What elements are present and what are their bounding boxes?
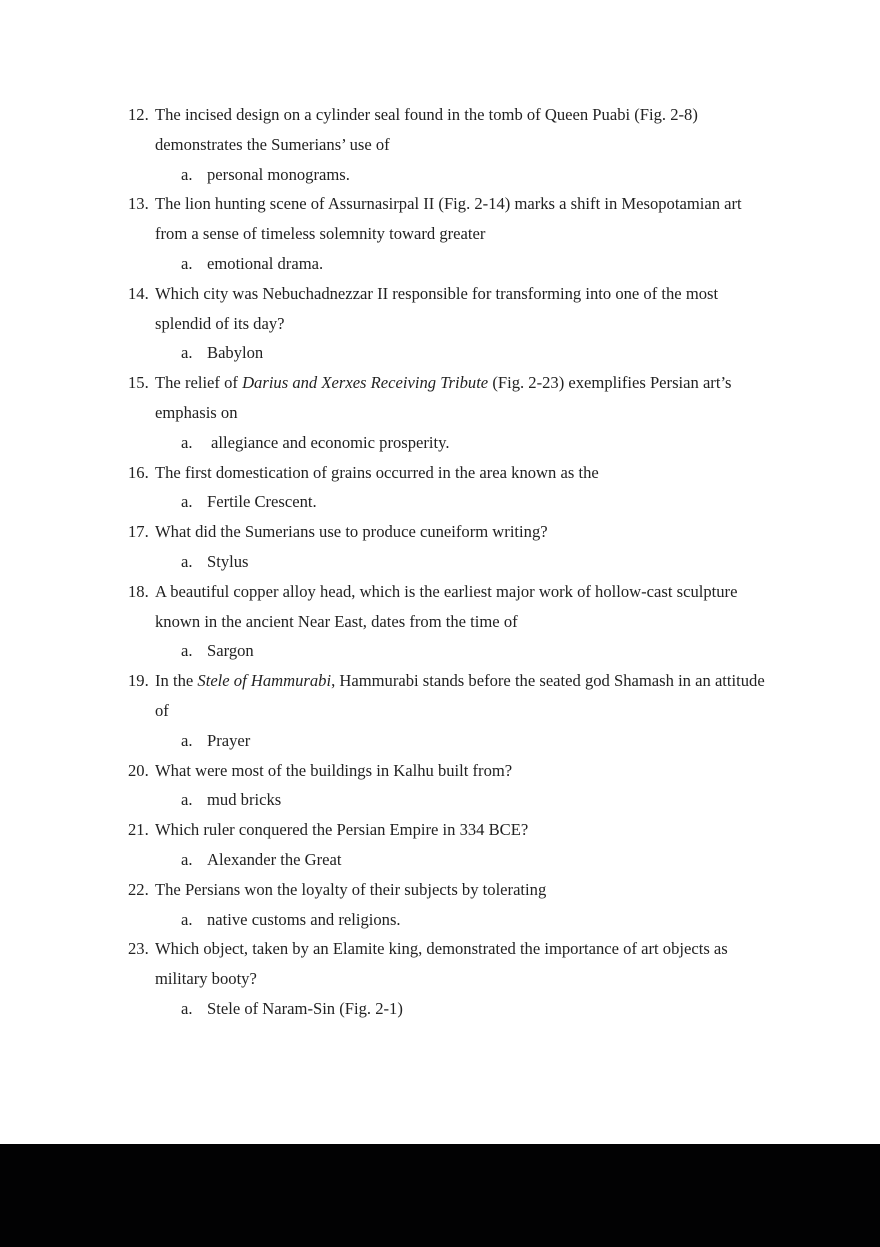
answer-label: a.: [181, 998, 193, 1018]
question-text: The first domestication of grains occurred in the area known as the: [155, 462, 599, 482]
answer-label: a.: [181, 641, 193, 661]
artwork-title: Darius and Xerxes Receiving Tribute: [242, 373, 489, 393]
question-text-after: , Hammurabi stands before the seated god Shamash in an attitude of: [155, 671, 765, 720]
answer-13: [128, 249, 778, 279]
question-text: Which ruler conquered the Persian Empire in 334 BCE?: [155, 820, 529, 840]
question-number: 17.: [128, 522, 149, 542]
question-number: 12.: [128, 105, 149, 124]
answer-text: Sargon: [207, 641, 254, 661]
question-13: [128, 189, 778, 249]
bottom-black-band: [0, 1144, 880, 1247]
answer-text: Prayer: [207, 730, 251, 750]
answer-text: mud bricks: [207, 790, 282, 810]
answer-text: native customs and religions.: [207, 909, 401, 929]
answer-text: personal monograms.: [207, 164, 350, 184]
question-number: 13.: [128, 194, 149, 214]
answer-20: [128, 785, 778, 815]
question-text: Which city was Nebuchadnezzar II responsible for transforming into one of the most splendid of its day?: [155, 283, 719, 333]
answer-12: [128, 160, 778, 190]
answer-text: Babylon: [207, 343, 264, 363]
answer-18: [128, 636, 778, 666]
answer-label: a.: [181, 551, 193, 571]
answer-17: [128, 547, 778, 577]
answer-label: a.: [181, 253, 193, 273]
question-number: 16.: [128, 462, 149, 482]
answer-16: [128, 487, 778, 517]
answer-label: a.: [181, 432, 193, 452]
question-number: 23.: [128, 939, 149, 959]
answer-21: [128, 845, 778, 875]
answer-15: [128, 428, 778, 458]
question-text: A beautiful copper alloy head, which is the earliest major work of hollow-cast sculpture known in the ancient Near East, dates from the time of: [155, 581, 738, 631]
answer-text: Stele of Naram-Sin (Fig. 2-1): [207, 998, 403, 1018]
question-number: 21.: [128, 820, 149, 840]
question-text: Which object, taken by an Elamite king, demonstrated the importance of art objects as military booty?: [155, 939, 728, 989]
question-18: [128, 577, 778, 637]
question-text-after: (Fig. 2-23) exemplifies Persian art’s emphasis on: [155, 373, 732, 422]
question-text: What did the Sumerians use to produce cuneiform writing?: [155, 522, 548, 542]
answer-label: a.: [181, 343, 193, 363]
answer-label: a.: [181, 164, 193, 184]
question-number: 14.: [128, 283, 149, 303]
question-20: [128, 756, 778, 786]
artwork-title: Stele of Hammurabi: [197, 671, 332, 691]
answer-label: a.: [181, 730, 193, 750]
question-21: [128, 815, 778, 845]
question-text: The incised design on a cylinder seal found in the tomb of Queen Puabi (Fig. 2-8) demonstrates the Sumerians’ use of: [155, 105, 698, 154]
answer-label: a.: [181, 849, 193, 869]
answer-23: [128, 994, 778, 1024]
question-text: The lion hunting scene of Assurnasirpal II (Fig. 2-14) marks a shift in Mesopotamian art from a sense of timeless solemnity toward greater: [155, 194, 742, 244]
question-text-before: In the: [155, 671, 198, 691]
answer-22: [128, 905, 778, 935]
answer-text: Fertile Crescent.: [207, 492, 317, 512]
question-number: 20.: [128, 760, 149, 780]
question-14: [128, 279, 778, 339]
question-text-before: The relief of: [155, 373, 243, 393]
answer-14: [128, 338, 778, 368]
answer-label: a.: [181, 790, 193, 810]
question-text: The Persians won the loyalty of their subjects by tolerating: [155, 879, 547, 899]
question-text: [155, 368, 778, 428]
question-number: 22.: [128, 879, 149, 899]
question-text: [155, 666, 778, 726]
answer-text: emotional drama.: [207, 253, 324, 273]
answer-text: allegiance and economic prosperity.: [211, 432, 450, 452]
question-16: [128, 458, 778, 488]
question-number: 19.: [128, 671, 149, 691]
answer-text: Stylus: [207, 551, 249, 571]
answer-text: Alexander the Great: [207, 849, 342, 869]
question-12: [128, 100, 778, 160]
question-19: [128, 666, 778, 726]
question-23: [128, 934, 778, 994]
question-text: What were most of the buildings in Kalhu built from?: [155, 760, 513, 780]
question-22: [128, 875, 778, 905]
question-list: [128, 100, 778, 1024]
answer-label: a.: [181, 492, 193, 512]
question-17: [128, 517, 778, 547]
question-15: [128, 368, 778, 428]
answer-label: a.: [181, 909, 193, 929]
answer-19: [128, 726, 778, 756]
question-number: 15.: [128, 373, 149, 393]
question-number: 18.: [128, 581, 149, 601]
